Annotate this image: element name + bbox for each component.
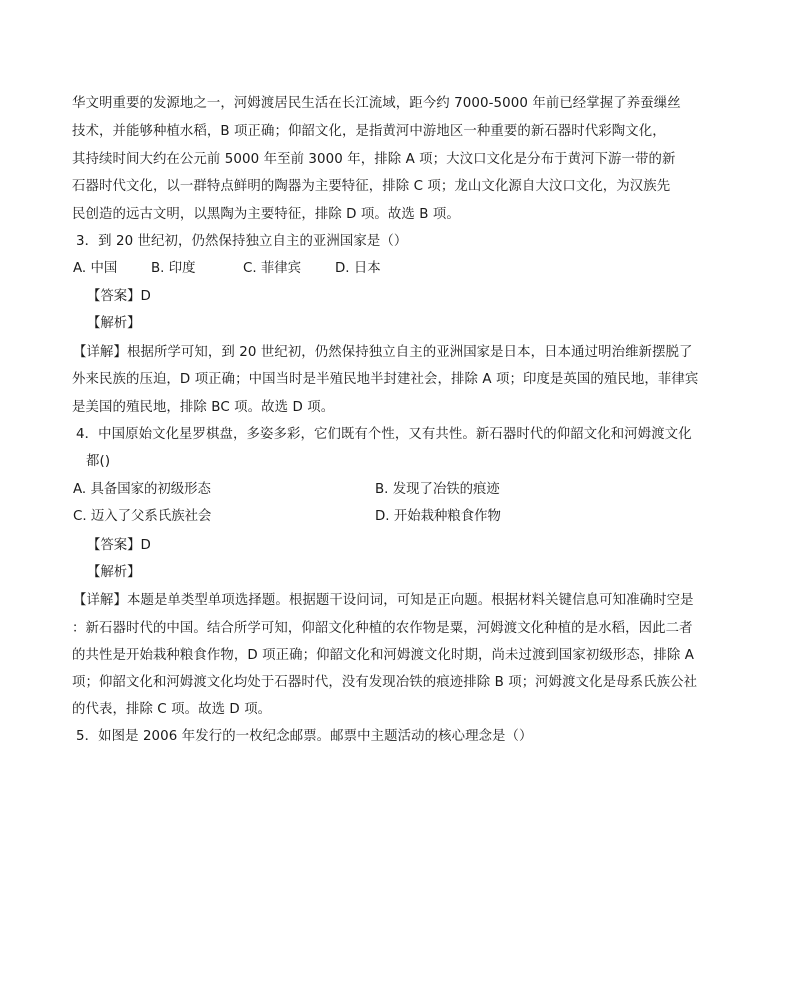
q3-option-a: A. 中国 [73, 261, 118, 276]
q4-stem-line-1: 4．中国原始文化星罗棋盘，多姿多彩，它们既有个性，又有共性。新石器时代的仰韶文化和河姆渡文化 [76, 427, 692, 442]
q3-answer: 【答案】D [87, 289, 151, 304]
q3-detail-line-3: 是美国的殖民地，排除 BC 项。故选 D 项。 [72, 400, 335, 415]
q3-analysis: 【解析】 [87, 316, 141, 331]
q4-detail-line-3: 的共性是开始栽种粮食作物，D 项正确；仰韶文化和河姆渡文化时期，尚未过渡到国家初级形态，排除 A [72, 648, 694, 663]
q5-stem: 5．如图是 2006 年发行的一枚纪念邮票。邮票中主题活动的核心理念是（） [76, 729, 533, 744]
q4-detail-line-2: ：新石器时代的中国。结合所学可知，仰韶文化种植的农作物是粟，河姆渡文化种植的是水稻，因此二者 [72, 621, 693, 636]
q3-option-c: C. 菲律宾 [243, 261, 302, 276]
q4-detail-line-1: 【详解】本题是单类型单项选择题。根据题干设问词，可知是正向题。根据材料关键信息可知准确时空是 [73, 593, 694, 608]
q4-analysis: 【解析】 [87, 565, 141, 580]
q4-option-d: D. 开始栽种粮食作物 [375, 509, 501, 524]
q3-detail-line-1: 【详解】根据所学可知，到 20 世纪初，仍然保持独立自主的亚洲国家是日本，日本通过明治维新摆脱了 [73, 345, 693, 360]
q3-option-d: D. 日本 [335, 261, 381, 276]
q4-detail-line-5: 的代表，排除 C 项。故选 D 项。 [72, 702, 272, 717]
intro-line-2: 技术，并能够种植水稻，B 项正确；仰韶文化，是指黄河中游地区一种重要的新石器时代彩陶文化， [72, 124, 666, 139]
q3-option-b: B. 印度 [151, 261, 196, 276]
q4-answer: 【答案】D [87, 538, 151, 553]
intro-line-3: 其持续时间大约在公元前 5000 年至前 3000 年，排除 A 项；大汶口文化是分布于黄河下游一带的新 [72, 152, 676, 167]
q3-detail-line-2: 外来民族的压迫，D 项正确；中国当时是半殖民地半封建社会，排除 A 项；印度是英国的殖民地，菲律宾 [72, 372, 699, 387]
q4-option-a: A. 具备国家的初级形态 [73, 482, 211, 497]
q3-stem: 3．到 20 世纪初，仍然保持独立自主的亚洲国家是（） [76, 234, 408, 249]
intro-line-5: 民创造的远古文明，以黑陶为主要特征，排除 D 项。故选 B 项。 [72, 207, 460, 222]
q4-option-c: C. 迈入了父系氏族社会 [73, 509, 212, 524]
q4-detail-line-4: 项；仰韶文化和河姆渡文化均处于石器时代，没有发现冶铁的痕迹排除 B 项；河姆渡文化是母系氏族公社 [72, 675, 698, 690]
q4-stem-line-2: 都() [86, 454, 111, 469]
intro-line-1: 华文明重要的发源地之一，河姆渡居民生活在长江流域，距今约 7000-5000 年前已经掌握了养蚕缫丝 [72, 96, 681, 111]
intro-line-4: 石器时代文化，以一群特点鲜明的陶器为主要特征，排除 C 项；龙山文化源自大汶口文化，为汉族先 [72, 179, 671, 194]
q4-option-b: B. 发现了冶铁的痕迹 [375, 482, 500, 497]
